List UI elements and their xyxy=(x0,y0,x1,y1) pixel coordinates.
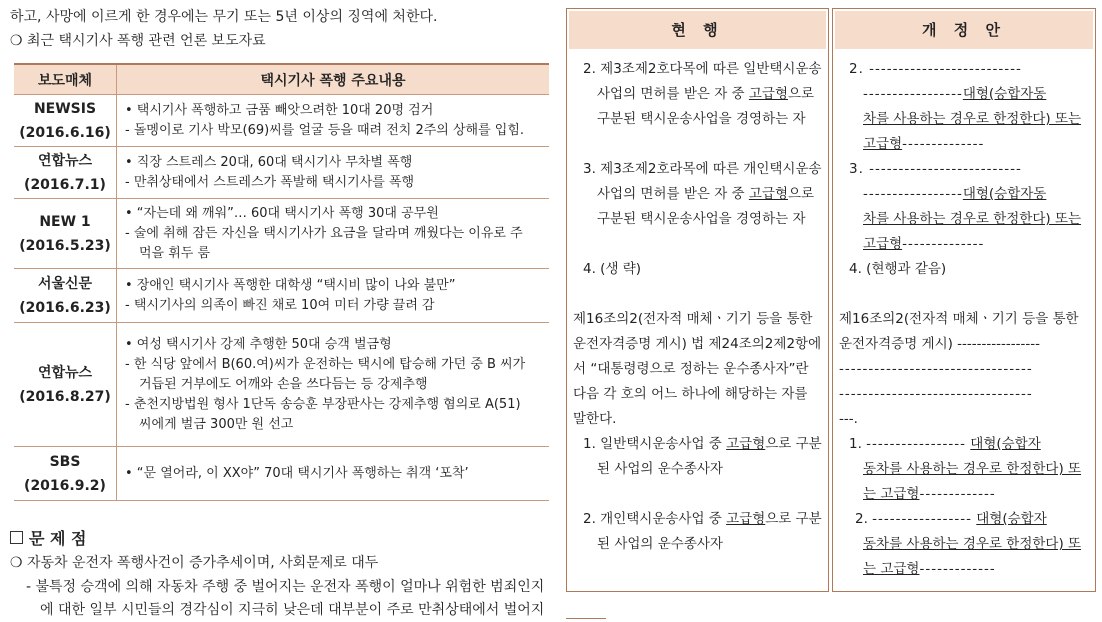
current-line: 2. 제3조제2호다목에 따른 일반택시운송 xyxy=(583,61,822,77)
proposed-line: 3. -------------------------- xyxy=(849,161,1022,177)
content-cell: • “문 열어라, 이 XX야” 70대 택시기사 폭행하는 취객 ‘포착’ xyxy=(117,447,550,501)
current-line: 운전자격증명 게시) 법 제24조의2제2항에 xyxy=(573,336,822,352)
current-line: 2. 개인택시운송사업 중 고급형으로 구분 xyxy=(583,511,822,527)
proposed-line: 는 고급형------------- xyxy=(863,561,996,577)
proposed-law-column xyxy=(832,8,1096,592)
proposed-line: 차를 사용하는 경우로 한정한다) 또는 xyxy=(863,211,1082,227)
current-line: 말한다. xyxy=(573,411,617,427)
content-cell: • 택시기사 폭행하고 금품 빼앗으려한 10대 20명 검거 - 돌멩이로 기사 박모(69)씨를 얼굴 등을 때려 전치 2주의 상해를 입힘. xyxy=(117,95,550,147)
content-cell: • 장애인 택시기사 폭행한 대학생 “택시비 많이 나와 불만” - 택시기사의 의족이 빠진 채로 10여 미터 가량 끌려 감 xyxy=(117,269,550,323)
proposed-header: 개 정 안 xyxy=(835,11,1093,49)
proposed-line: 는 고급형------------- xyxy=(863,486,996,502)
problem-point-1: ❍ 자동차 운전자 폭행사건이 증가추세이며, 사회문제로 대두 xyxy=(10,555,379,571)
media-cell: NEWSIS (2016.6.16) xyxy=(14,95,117,147)
proposed-line: 제16조의2(전자적 매체ㆍ기기 등을 통한 xyxy=(839,311,1079,327)
intro-line: 하고, 사망에 이르게 한 경우에는 무기 또는 5년 이상의 징역에 처한다. xyxy=(10,9,438,25)
press-section-title: ❍ 최근 택시기사 폭행 관련 언론 보도자료 xyxy=(10,33,266,49)
proposed-line: 고급형-------------- xyxy=(863,236,985,252)
proposed-line: --------------------------------- xyxy=(839,361,1033,377)
current-line: 사업의 면허를 받은 자 중 고급형으로 xyxy=(597,86,815,102)
current-law-column xyxy=(566,8,829,592)
proposed-line: 2. -------------------------- xyxy=(849,61,1022,77)
current-line: 구분된 택시운송사업을 경영하는 자 xyxy=(597,111,806,127)
footnote-rule xyxy=(566,618,606,619)
current-line: 1. 일반택시운송사업 중 고급형으로 구분 xyxy=(583,436,822,452)
current-line: 서 “대통령령으로 정하는 운수종사자”란 xyxy=(573,361,809,377)
current-line: 구분된 택시운송사업을 경영하는 자 xyxy=(597,211,806,227)
proposed-line: 운전자격증명 게시) ----------------- xyxy=(839,336,1040,352)
proposed-line: 2. ----------------- 대형(승합자 xyxy=(855,511,1047,527)
media-cell: 연합뉴스 (2016.8.27) xyxy=(14,323,117,447)
current-line: 된 사업의 운수종사자 xyxy=(597,461,723,477)
proposed-line: 4. (현행과 같음) xyxy=(849,261,947,277)
table-header-row xyxy=(14,64,549,95)
proposed-line: ---. xyxy=(839,411,858,427)
proposed-line: 고급형-------------- xyxy=(863,136,985,152)
table-row xyxy=(14,269,549,323)
proposed-line: 동차를 사용하는 경우로 한정한다) 또 xyxy=(863,536,1082,552)
current-header: 현 행 xyxy=(569,11,826,49)
checkbox-square-icon xyxy=(10,531,23,544)
proposed-line: 동차를 사용하는 경우로 한정한다) 또 xyxy=(863,461,1082,477)
content-cell: • “자는데 왜 깨워”… 60대 택시기사 폭행 30대 공무원 - 술에 취해 잠든 자신을 택시기사가 요금을 달라며 깨웠다는 이유로 주 먹을 휘두 룸 xyxy=(117,199,550,269)
table-row xyxy=(14,447,549,501)
press-table xyxy=(14,63,549,501)
content-cell: • 직장 스트레스 20대, 60대 택시기사 무차별 폭행 - 만취상태에서 스트레스가 폭발해 택시기사를 폭행 xyxy=(117,147,550,199)
media-cell: 연합뉴스 (2016.7.1) xyxy=(14,147,117,199)
current-line: 제16조의2(전자적 매체ㆍ기기 등을 통한 xyxy=(573,311,813,327)
table-row xyxy=(14,199,549,269)
header-content: 택시기사 폭행 주요내용 xyxy=(117,64,550,95)
current-line: 4. (생 략) xyxy=(583,261,642,277)
current-line: 된 사업의 운수종사자 xyxy=(597,536,723,552)
media-cell: SBS (2016.9.2) xyxy=(14,447,117,501)
problem-heading: 문 제 점 xyxy=(10,526,87,549)
media-cell: NEW 1 (2016.5.23) xyxy=(14,199,117,269)
table-row xyxy=(14,323,549,447)
current-line: 사업의 면허를 받은 자 중 고급형으로 xyxy=(597,186,815,202)
proposed-line: -----------------대형(승합자동 xyxy=(863,186,1047,202)
proposed-line: 1. ----------------- 대형(승합자 xyxy=(849,436,1041,452)
proposed-line: --------------------------------- xyxy=(839,386,1033,402)
header-media: 보도매체 xyxy=(14,64,117,95)
problem-point-3: 에 대한 일부 시민들의 경각심이 지극히 낮은데 대부분이 주로 만취상태에서 벌어지 xyxy=(40,602,545,618)
proposed-line: -----------------대형(승합자동 xyxy=(863,86,1047,102)
table-row xyxy=(14,147,549,199)
problem-point-2: - 불특정 승객에 의해 자동차 주행 중 벌어지는 운전자 폭행이 얼마나 위험한 범죄인지 xyxy=(26,579,545,595)
current-line: 다음 각 호의 어느 하나에 해당하는 자를 xyxy=(573,386,808,402)
table-row xyxy=(14,95,549,147)
current-line: 3. 제3조제2호라목에 따른 개인택시운송 xyxy=(583,161,822,177)
media-cell: 서울신문 (2016.6.23) xyxy=(14,269,117,323)
proposed-line: 차를 사용하는 경우로 한정한다) 또는 xyxy=(863,111,1082,127)
content-cell: • 여성 택시기사 강제 추행한 50대 승객 벌금형 - 한 식당 앞에서 B(60.여)씨가 운전하는 택시에 탑승해 가던 중 B 씨가 거듭된 거부에도 어깨와 손을 쓰다듬는 등 강제추행 - 춘천지방법원 형사 1단독 송승훈 부장판사는 강제추행 혐의로 A(51) 씨에게 벌금 300만 원 선고 xyxy=(117,323,550,447)
